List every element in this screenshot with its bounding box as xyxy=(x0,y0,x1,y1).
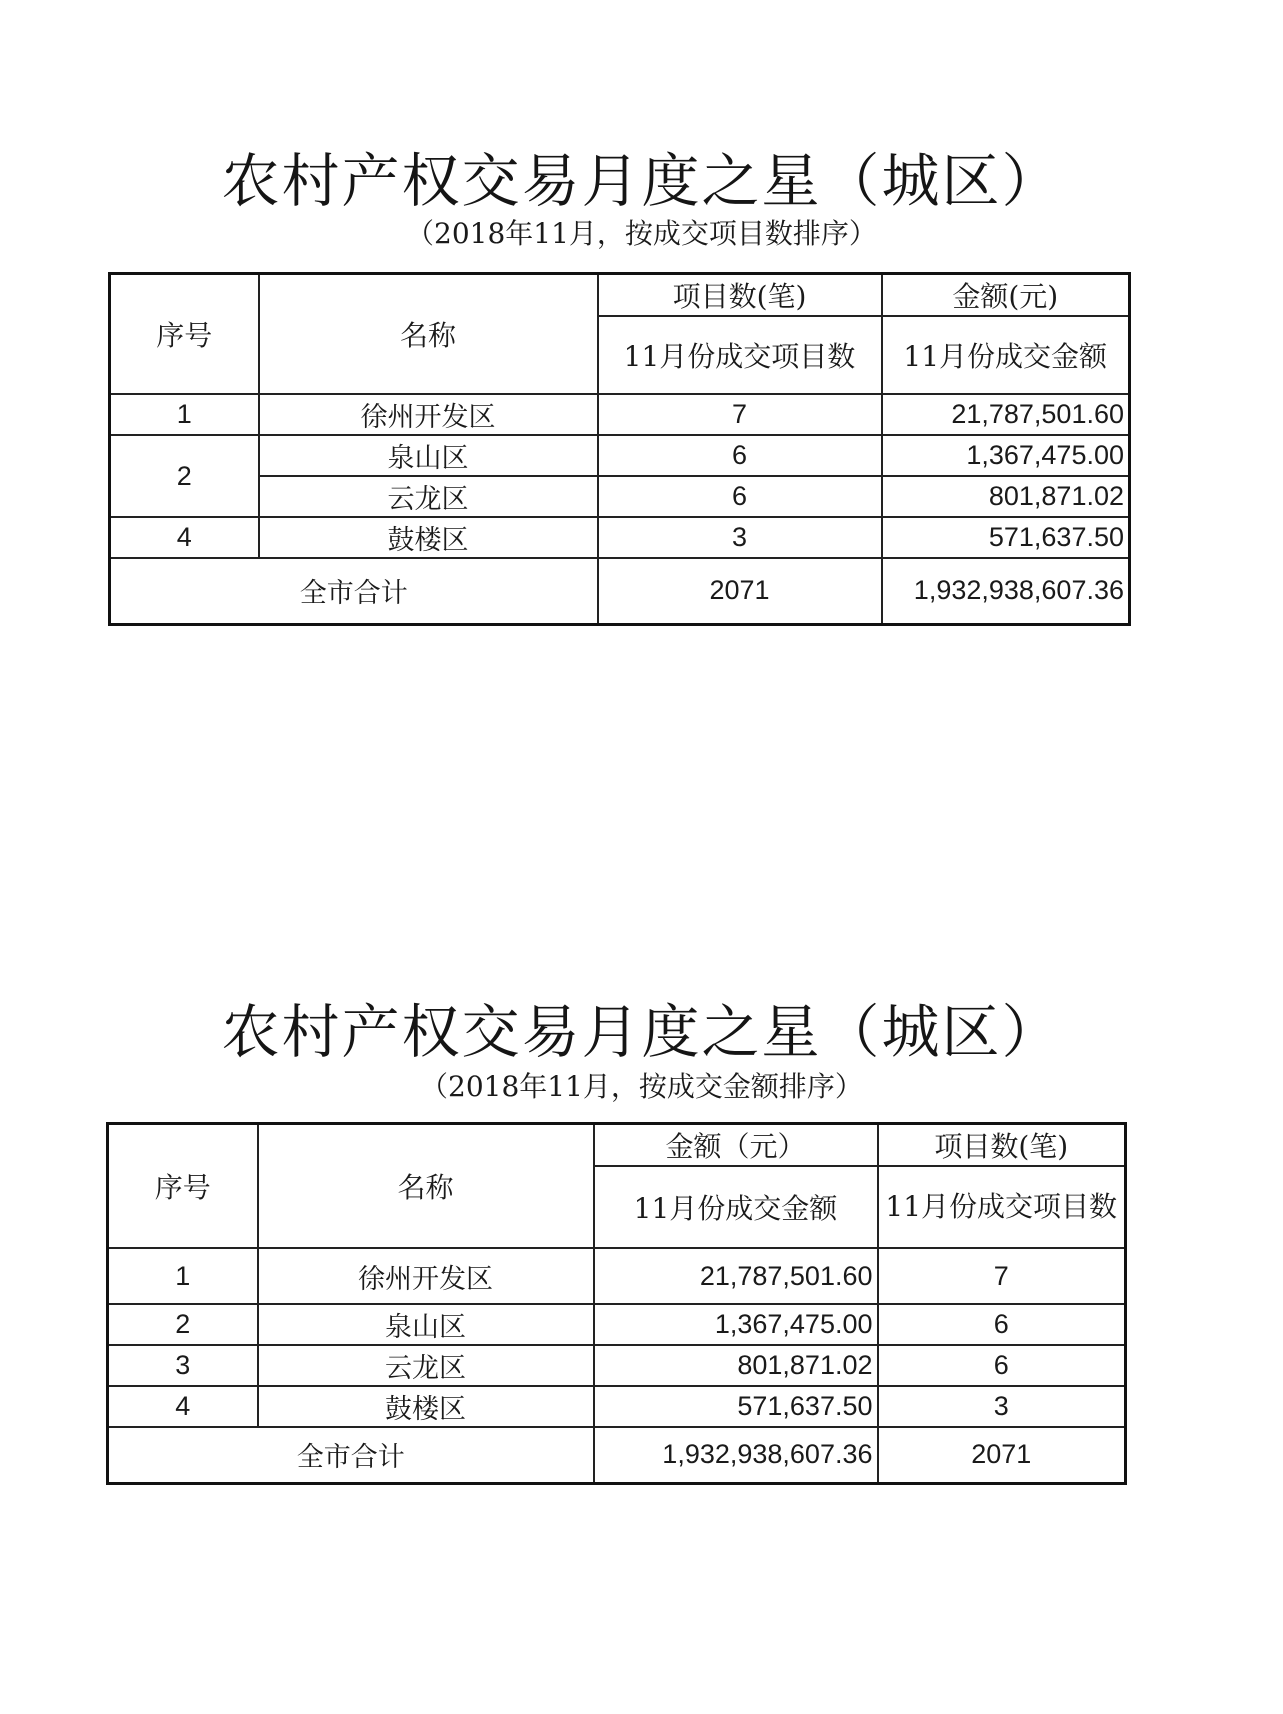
table-row xyxy=(110,435,1130,476)
section1-table xyxy=(108,272,1131,626)
header-count-group: 项目数(笔) xyxy=(878,1124,1126,1167)
table-row xyxy=(108,1248,1126,1304)
cell-seq: 1 xyxy=(110,394,259,435)
total-count: 2071 xyxy=(598,558,882,624)
total-label: 全市合计 xyxy=(110,558,598,624)
header-seq: 序号 xyxy=(110,274,259,395)
section1-title: 农村产权交易月度之星（城区） xyxy=(221,147,1062,215)
cell-amount: 801,871.02 xyxy=(594,1345,878,1386)
header-seq: 序号 xyxy=(108,1124,258,1249)
header-amount-sub: 11月份成交金额 xyxy=(594,1166,878,1248)
cell-name: 鼓楼区 xyxy=(259,517,598,558)
cell-count: 6 xyxy=(598,476,882,517)
cell-name: 云龙区 xyxy=(259,476,598,517)
cell-amount: 1,367,475.00 xyxy=(882,435,1130,476)
cell-count: 3 xyxy=(598,517,882,558)
section1-subtitle: （2018年11月，按成交项目数排序） xyxy=(406,217,877,250)
cell-count: 6 xyxy=(598,435,882,476)
cell-seq: 4 xyxy=(108,1386,258,1427)
header-amount-sub: 11月份成交金额 xyxy=(882,316,1130,394)
cell-name: 泉山区 xyxy=(258,1304,594,1345)
header-count-sub: 11月份成交项目数 xyxy=(598,316,882,394)
cell-name: 徐州开发区 xyxy=(258,1248,594,1304)
cell-count: 6 xyxy=(878,1345,1126,1386)
cell-name: 鼓楼区 xyxy=(258,1386,594,1427)
cell-seq: 4 xyxy=(110,517,259,558)
total-amount: 1,932,938,607.36 xyxy=(882,558,1130,624)
section2-subtitle: （2018年11月，按成交金额排序） xyxy=(420,1070,863,1103)
table-row xyxy=(108,1304,1126,1345)
cell-amount: 21,787,501.60 xyxy=(882,394,1130,435)
cell-seq: 1 xyxy=(108,1248,258,1304)
total-label: 全市合计 xyxy=(108,1427,594,1483)
cell-count: 6 xyxy=(878,1304,1126,1345)
header-count-group: 项目数(笔) xyxy=(598,274,882,317)
header-name: 名称 xyxy=(258,1124,594,1249)
table-row xyxy=(110,476,1130,517)
cell-amount: 571,637.50 xyxy=(882,517,1130,558)
cell-name: 云龙区 xyxy=(258,1345,594,1386)
cell-amount: 801,871.02 xyxy=(882,476,1130,517)
cell-name: 泉山区 xyxy=(259,435,598,476)
table-row xyxy=(110,517,1130,558)
cell-count: 3 xyxy=(878,1386,1126,1427)
cell-seq: 2 xyxy=(108,1304,258,1345)
table-row xyxy=(110,394,1130,435)
section2-table xyxy=(106,1122,1127,1485)
table-total-row xyxy=(108,1427,1126,1483)
table-row xyxy=(108,1386,1126,1427)
header-name: 名称 xyxy=(259,274,598,395)
cell-name: 徐州开发区 xyxy=(259,394,598,435)
header-amount-group: 金额（元） xyxy=(594,1124,878,1167)
table-row xyxy=(108,1345,1126,1386)
table-header-row xyxy=(108,1124,1126,1167)
cell-amount: 1,367,475.00 xyxy=(594,1304,878,1345)
table-header-row xyxy=(110,274,1130,317)
total-amount: 1,932,938,607.36 xyxy=(594,1427,878,1483)
cell-count: 7 xyxy=(878,1248,1126,1304)
header-amount-group: 金额(元) xyxy=(882,274,1130,317)
table-total-row xyxy=(110,558,1130,624)
total-count: 2071 xyxy=(878,1427,1126,1483)
header-count-sub: 11月份成交项目数 xyxy=(878,1166,1126,1248)
cell-count: 7 xyxy=(598,394,882,435)
cell-seq: 3 xyxy=(108,1345,258,1386)
cell-amount: 21,787,501.60 xyxy=(594,1248,878,1304)
section2-title: 农村产权交易月度之星（城区） xyxy=(221,998,1062,1066)
cell-amount: 571,637.50 xyxy=(594,1386,878,1427)
cell-seq: 2 xyxy=(110,435,259,517)
